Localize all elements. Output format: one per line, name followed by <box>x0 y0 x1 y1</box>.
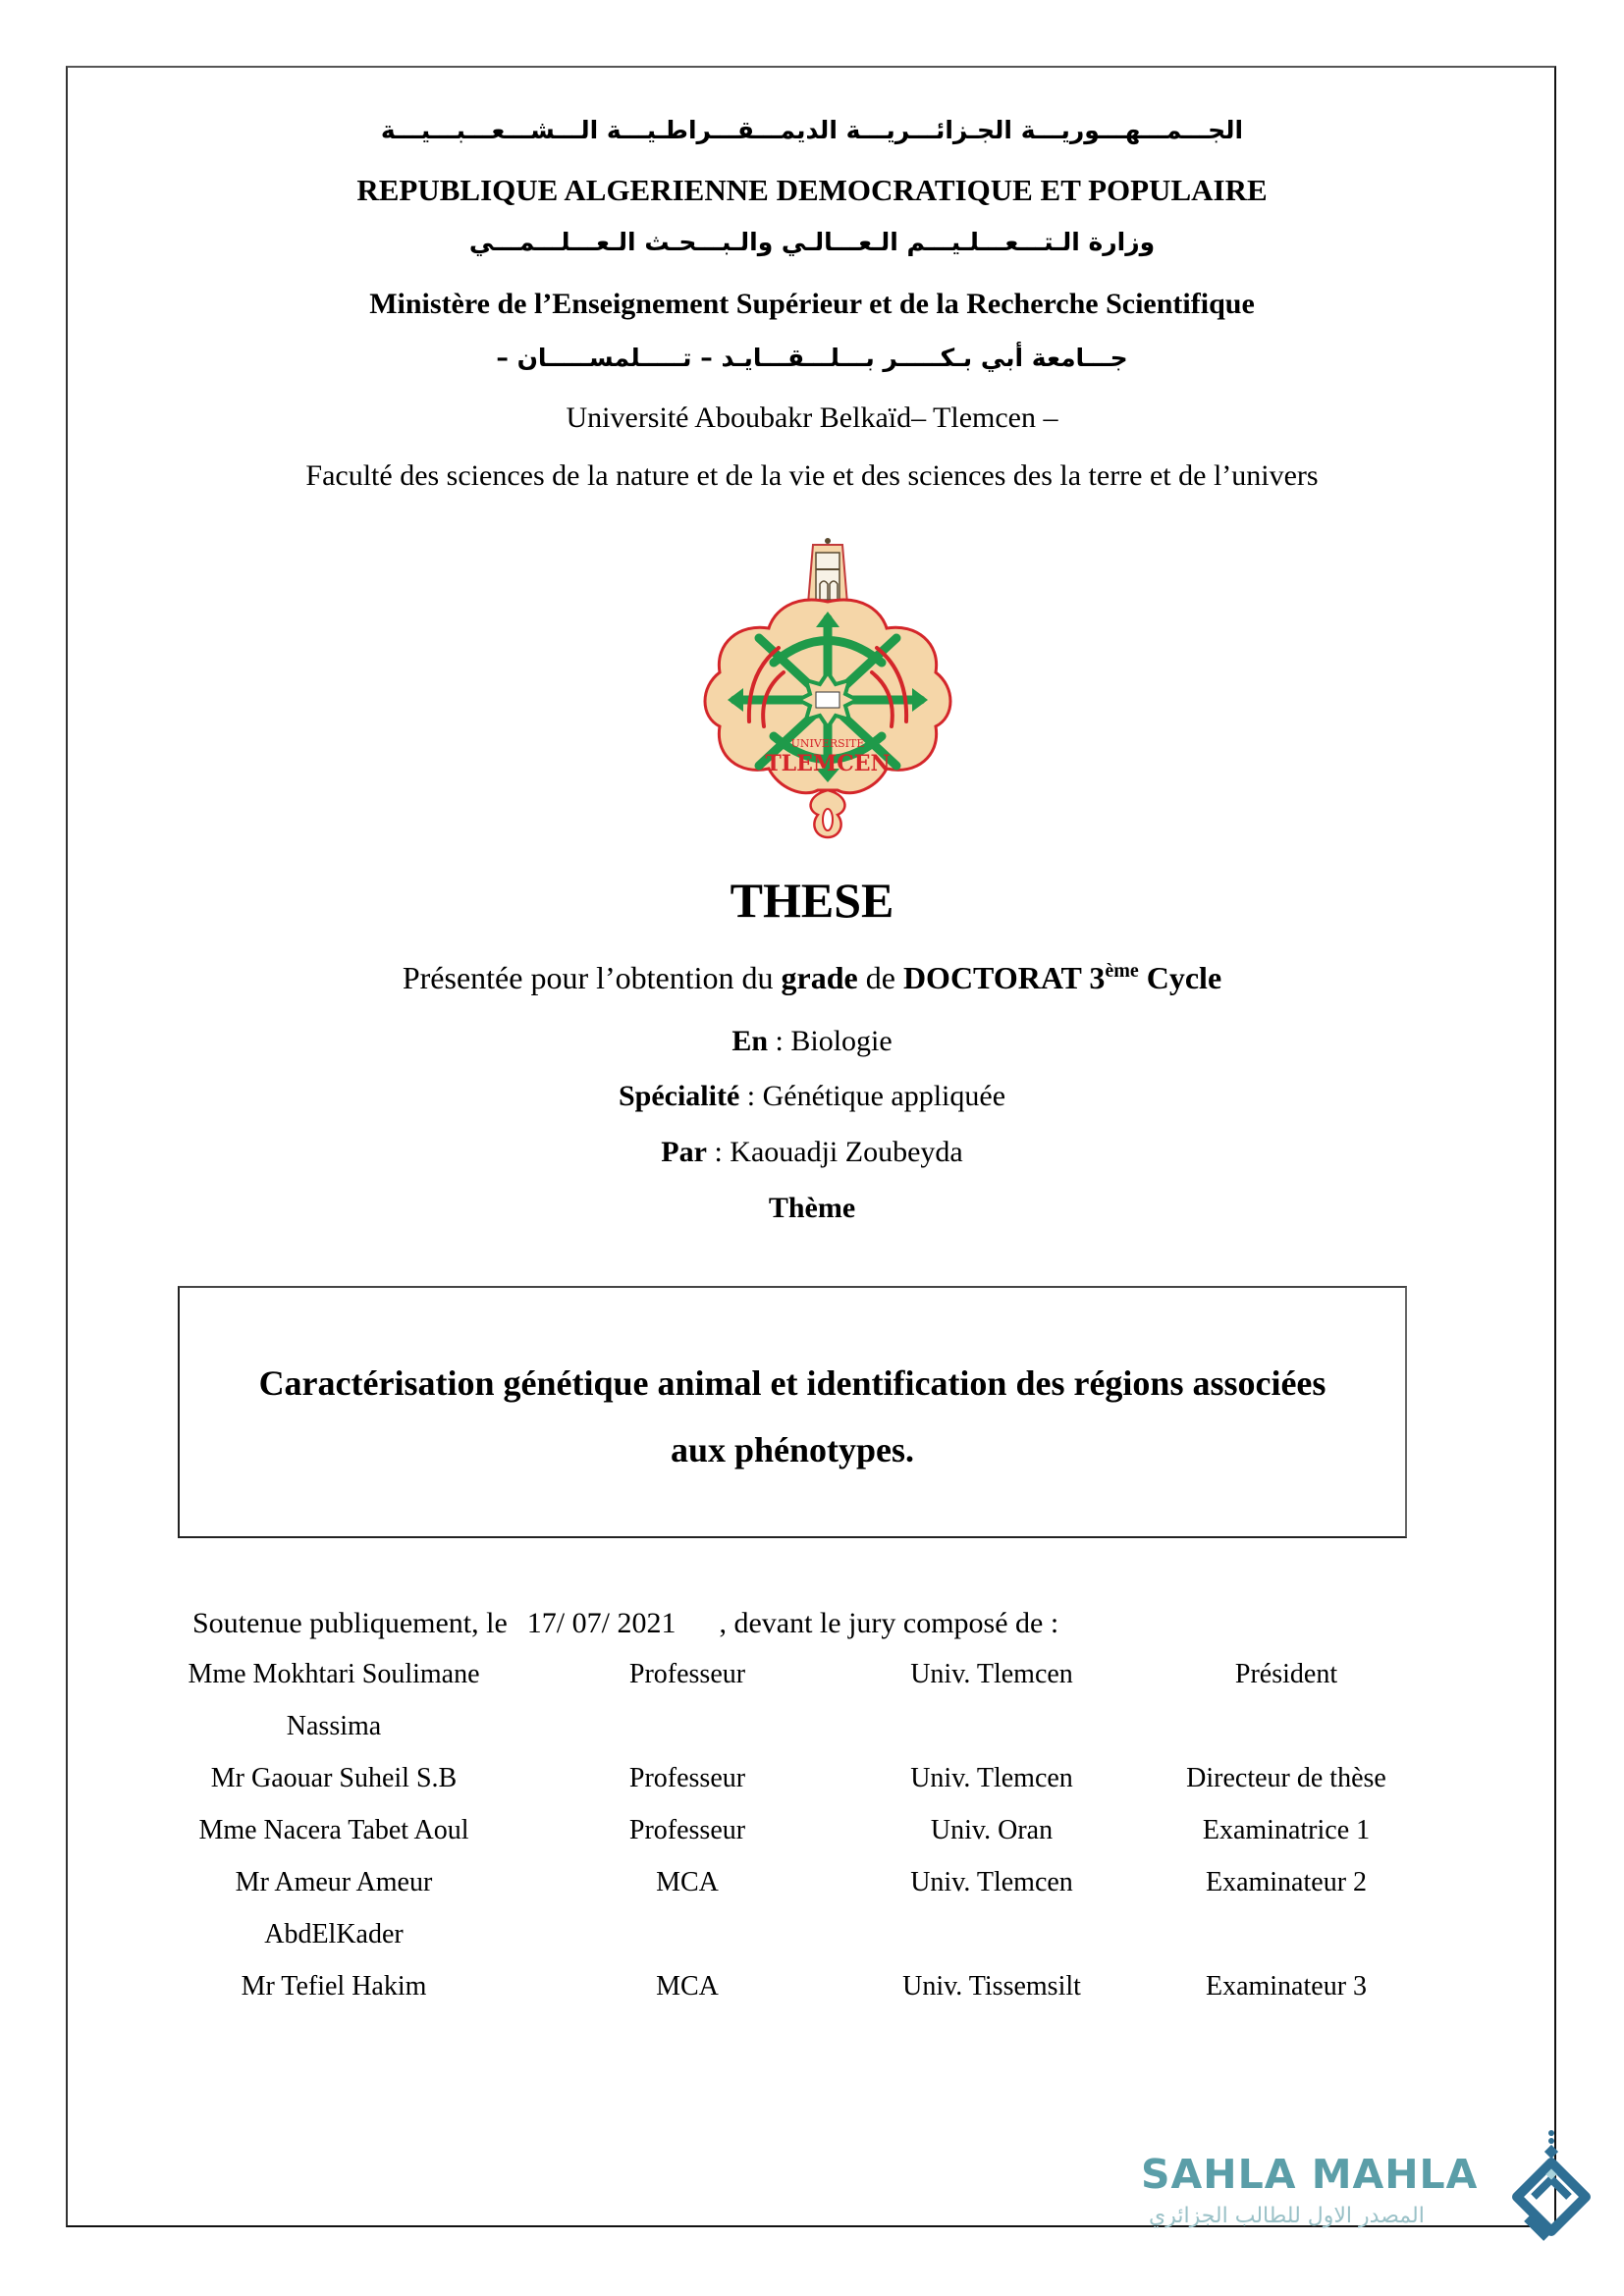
field-value: : Biologie <box>768 1025 893 1057</box>
jury-name: Mme Nacera Tabet Aoul <box>198 1815 469 1845</box>
jury-role: Examinatrice 1 <box>1202 1815 1371 1845</box>
jury-name: Mr Ameur Ameur <box>235 1867 433 1897</box>
arabic-ministry-heading: وزارة الـتـــعـــلـيـــم الـعـــالـي والـبـــحـث الـعـــلـــمـــي <box>468 228 1156 256</box>
university-name: Université Aboubakr Belkaïd– Tlemcen – <box>566 401 1058 434</box>
svg-text:UNIVERSITE: UNIVERSITE <box>790 737 865 750</box>
jury-university: Univ. Oran <box>930 1815 1054 1845</box>
jury-name: Mme Mokhtari Soulimane <box>188 1659 480 1689</box>
specialty-value: : Génétique appliquée <box>739 1080 1006 1112</box>
presented-degree: DOCTORAT 3 <box>902 960 1106 995</box>
jury-row <box>157 1659 1434 1711</box>
thesis-type: THESE <box>730 873 894 928</box>
author-label: Par <box>661 1136 707 1168</box>
jury-grade: Professeur <box>628 1659 746 1689</box>
specialty-label: Spécialité <box>618 1080 740 1112</box>
faculty-name: Faculté des sciences de la nature et de la vie et des sciences des la terre et de l’univers <box>305 459 1319 492</box>
jury-university: Univ. Tlemcen <box>910 1763 1073 1793</box>
svg-text:TLEMCEN: TLEMCEN <box>765 751 891 776</box>
jury-row <box>157 1971 1434 2023</box>
jury-row <box>157 1763 1434 1815</box>
presented-cycle: Cycle <box>1138 960 1222 995</box>
jury-name: Mr Gaouar Suheil S.B <box>210 1763 458 1793</box>
sahla-mahla-watermark <box>1129 2125 1581 2243</box>
field-line <box>0 1025 1624 1058</box>
author-line <box>0 1136 1624 1169</box>
watermark-tagline: المصدر الاول للطالب الجزائري <box>1149 2204 1425 2228</box>
presented-for-line <box>0 960 1624 996</box>
theme-label: Thème <box>768 1192 856 1224</box>
jury-name: AbdElKader <box>264 1919 404 1949</box>
jury-university: Univ. Tlemcen <box>910 1867 1073 1897</box>
thesis-title-line-2: aux phénotypes. <box>670 1430 915 1469</box>
thesis-title-line-1: Caractérisation génétique animal et identification des régions associées <box>258 1363 1326 1403</box>
jury-grade: MCA <box>656 1867 719 1897</box>
jury-row <box>157 1711 1434 1763</box>
jury-grade: Professeur <box>628 1763 746 1793</box>
presented-prefix: Présentée pour l’obtention du <box>402 960 782 995</box>
jury-grade: MCA <box>656 1971 719 2002</box>
arabic-republic-heading: الجـــمـــهـــوريـــة الجـزائـــريـــة الديمـــقـــراطـيـــة الـــشـــعـــبـــيـــة <box>380 116 1244 144</box>
presented-superscript: ème <box>1105 960 1139 982</box>
jury-grade: Professeur <box>628 1815 746 1845</box>
presented-grade: grade <box>781 960 858 995</box>
defense-suffix: , devant le jury composé de : <box>719 1607 1059 1639</box>
jury-name: Mr Tefiel Hakim <box>241 1971 427 2002</box>
jury-university: Univ. Tissemsilt <box>902 1971 1081 2002</box>
republic-heading: REPUBLIQUE ALGERIENNE DEMOCRATIQUE ET POPULAIRE <box>356 173 1268 207</box>
jury-name: Nassima <box>286 1711 382 1741</box>
thesis-title-box <box>178 1286 1407 1538</box>
presented-mid: de <box>857 960 903 995</box>
ministry-heading: Ministère de l’Enseignement Supérieur et de la Recherche Scientifique <box>369 288 1255 320</box>
tlemcen-emblem-icon <box>690 525 965 839</box>
jury-row <box>157 1867 1434 1919</box>
arabic-university-heading: جـــامعة أبي بـكـــــر بـــلـــقـــايـد – تـــــلمســـــان – <box>496 344 1128 372</box>
jury-row <box>157 1919 1434 1971</box>
sahla-mahla-logo-icon <box>1512 2125 1591 2243</box>
jury-role: Directeur de thèse <box>1186 1763 1386 1793</box>
jury-table <box>157 1659 1434 2023</box>
jury-role: Président <box>1234 1659 1338 1689</box>
specialty-line <box>0 1080 1624 1113</box>
defense-date: 17/ 07/ 2021 <box>526 1607 677 1639</box>
defense-line <box>192 1607 1058 1640</box>
defense-prefix: Soutenue publiquement, le <box>192 1607 508 1639</box>
jury-role: Examinateur 3 <box>1205 1971 1368 2002</box>
university-logo <box>690 525 965 839</box>
field-label: En <box>731 1025 769 1057</box>
watermark-brand: SAHLA MAHLA <box>1141 2151 1479 2198</box>
jury-university: Univ. Tlemcen <box>910 1659 1073 1689</box>
jury-row <box>157 1815 1434 1867</box>
author-value: : Kaouadji Zoubeyda <box>706 1136 963 1168</box>
jury-role: Examinateur 2 <box>1205 1867 1368 1897</box>
